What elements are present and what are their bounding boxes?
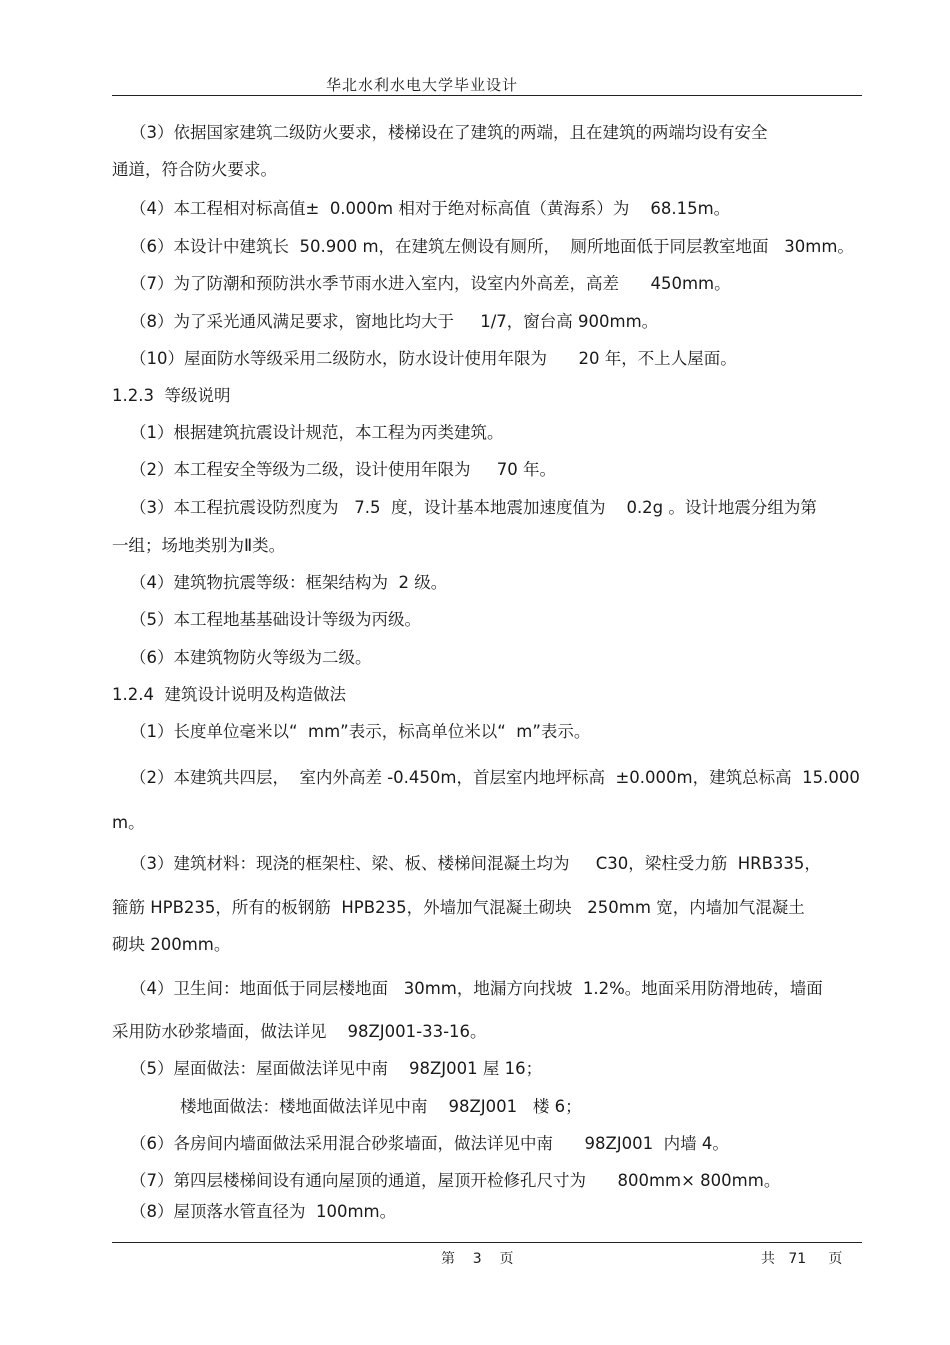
body-line: （4）建筑物抗震等级：框架结构为 2 级。	[130, 573, 448, 592]
body-line: 楼地面做法：楼地面做法详见中南 98ZJ001 楼 6；	[180, 1097, 582, 1116]
body-line: （6）本设计中建筑长 50.900 m，在建筑左侧设有厕所， 厕所地面低于同层教室地面 30mm。	[130, 237, 854, 256]
body-line: （4）本工程相对标高值± 0.000m 相对于绝对标高值（黄海系）为 68.15m。	[130, 199, 731, 218]
body-line: （3）建筑材料：现浇的框架柱、梁、板、楼梯间混凝土均为 C30，梁柱受力筋 HRB335，	[130, 854, 821, 873]
body-line: 通道，符合防火要求。	[112, 160, 277, 179]
section-heading: 1.2.3 等级说明	[112, 386, 231, 405]
body-line: （7）第四层楼梯间设有通向屋顶的通道，屋顶开检修孔尺寸为 800mm× 800mm。	[130, 1171, 781, 1190]
header-divider	[112, 95, 862, 96]
header-title: 华北水利水电大学毕业设计	[326, 76, 519, 94]
body-line: （3）依据国家建筑二级防火要求，楼梯设在了建筑的两端，且在建筑的两端均设有安全	[130, 123, 768, 142]
body-line: （6）本建筑物防火等级为二级。	[130, 648, 372, 667]
body-line: （2）本建筑共四层， 室内外高差 -0.450m，首层室内地坪标高 ±0.000m，建筑总标高 15.000	[130, 768, 860, 787]
body-line: （8）为了采光通风满足要求，窗地比均大于 1/7，窗台高 900mm。	[130, 312, 659, 331]
body-line: （3）本工程抗震设防烈度为 7.5 度，设计基本地震加速度值为 0.2g 。设计地震分组为第	[130, 498, 817, 517]
body-line: 砌块 200mm。	[112, 935, 231, 954]
body-line: m。	[112, 813, 145, 832]
body-line: 一组；场地类别为Ⅱ类。	[112, 536, 286, 555]
body-line: （5）本工程地基基础设计等级为丙级。	[130, 610, 421, 629]
total-pages: 共 71 页	[761, 1251, 843, 1267]
body-line: （8）屋顶落水管直径为 100mm。	[130, 1202, 397, 1221]
body-line: （2）本工程安全等级为二级，设计使用年限为 70 年。	[130, 460, 556, 479]
footer-divider	[112, 1242, 862, 1243]
body-line: （7）为了防潮和预防洪水季节雨水进入室内，设室内外高差，高差 450mm。	[130, 274, 731, 293]
body-line: （6）各房间内墙面做法采用混合砂浆墙面，做法详见中南 98ZJ001 内墙 4。	[130, 1134, 729, 1153]
page-number: 第 3 页	[441, 1251, 514, 1267]
body-line: 采用防水砂浆墙面，做法详见 98ZJ001-33-16。	[112, 1022, 487, 1041]
body-line: （10）屋面防水等级采用二级防水，防水设计使用年限为 20 年，不上人屋面。	[130, 349, 737, 368]
body-line: （1）长度单位毫米以“ mm”表示，标高单位米以“ m”表示。	[130, 722, 591, 741]
body-line: （5）屋面做法：屋面做法详见中南 98ZJ001 屋 16；	[130, 1059, 543, 1078]
body-line: 箍筋 HPB235，所有的板钢筋 HPB235，外墙加气混凝土砌块 250mm 宽，内墙加气混凝土	[112, 898, 805, 917]
body-line: （1）根据建筑抗震设计规范，本工程为丙类建筑。	[130, 423, 504, 442]
section-heading: 1.2.4 建筑设计说明及构造做法	[112, 685, 346, 704]
body-line: （4）卫生间：地面低于同层楼地面 30mm，地漏方向找坡 1.2%。地面采用防滑地砖，墙面	[130, 979, 823, 998]
